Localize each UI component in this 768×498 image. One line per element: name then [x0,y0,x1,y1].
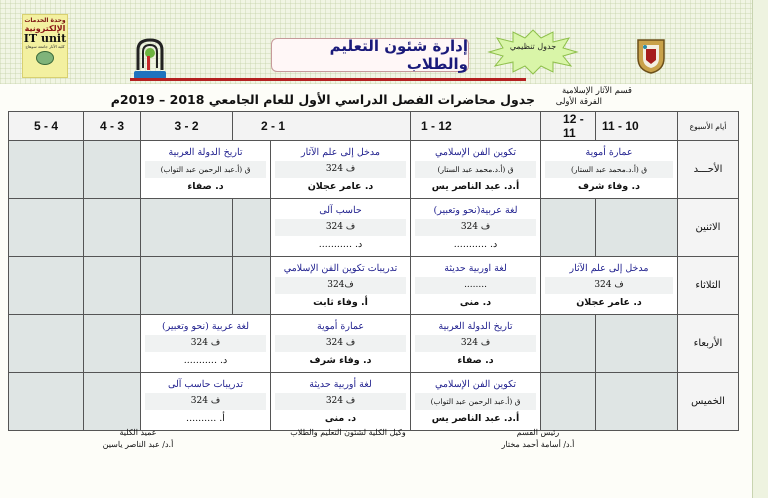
empty-cell [84,141,141,199]
department-info [556,86,632,108]
instructor-name: د. صفاء [457,355,494,366]
room-label: ف 324 [545,277,673,294]
empty-cell [84,199,141,257]
subject-name: مدخل إلى علم الآثار [569,263,649,274]
starburst-icon [487,28,579,76]
lecture-cell [411,257,541,315]
empty-cell [141,199,233,257]
instructor-name: د. ........... [318,239,363,250]
subject-name: تدريبات حاسب آلى [167,379,244,390]
instructor-name: د. عامر عجلان [576,297,642,308]
it-unit-logo [22,14,68,78]
lecture-cell [141,373,271,431]
subject-name: لغة عربية(نحو وتعبير) [433,205,518,216]
signature-department-head [478,427,598,451]
slot-header: 3 - 2 [141,112,233,141]
it-logo-line4: كلية الآثار جامعة سوهاج [25,44,65,49]
header-divider [130,78,526,81]
room-label: ق (أ.د.محمد عبد الستار) [545,161,673,178]
room-label: ق (أ.د.محمد عبد الستار) [415,161,536,178]
table-row-sunday [9,141,739,199]
subject-name: عمارة أموية [317,321,365,332]
subject-name: تكوين الفن الإسلامي [435,379,516,390]
signature-title: رئيس القسم [516,428,560,437]
lecture-schedule-table [8,111,739,431]
signature-name: أ.د/ أسامة أحمد مختار [501,440,575,449]
subject-name: تدريبات تكوين الفن الإسلامي [283,263,398,274]
signature-title: وكيل الكلية لشئون التعليم والطلاب [290,428,406,437]
instructor-name: د. منى [324,413,357,424]
page-margin [752,0,768,498]
instructor-name: د. صفاء [187,181,224,192]
subject-name: مدخل إلى علم الآثار [301,147,380,158]
day-label: الاثنين [678,199,739,257]
lecture-cell [411,199,541,257]
room-label: ف324 [275,277,406,294]
header-row [9,112,739,141]
signature-dean [78,427,198,451]
lecture-cell [271,141,411,199]
room-label: ف 324 [275,161,406,178]
day-label: الخميس [678,373,739,431]
empty-cell [596,315,678,373]
room-label: ف 324 [415,335,536,352]
table-row-tuesday [9,257,739,315]
lecture-cell [541,257,678,315]
slot-header: 4 - 3 [84,112,141,141]
slot-header: 11 - 10 [596,112,678,141]
subject-name: حاسب آلى [319,205,362,216]
department-name: قسم الآثار الإسلامية [561,86,632,96]
subject-name: لغة اوربية حديثة [444,263,507,274]
burst-label: جدول تنظيمي [509,42,557,51]
room-label: ق (أ.عبد الرحمن عبد التواب) [145,161,266,178]
room-label: ف 324 [275,335,406,352]
subject-name: لغة عربية (نحو وتعبير) [161,321,250,332]
instructor-name: د. وفاء شرف [309,355,372,366]
instructor-name: د. ........... [453,239,498,250]
empty-cell [84,315,141,373]
instructor-name: د. منى [459,297,492,308]
signatures [8,427,738,457]
empty-cell [596,199,678,257]
empty-cell [141,257,233,315]
room-label: ........ [415,277,536,294]
empty-cell [84,257,141,315]
empty-cell [541,373,596,431]
subject-name: تاريخ الدولة العربية [438,321,513,332]
slot-header: 12 - 11 [541,112,596,141]
day-label: الأحـــد [678,141,739,199]
lecture-cell [411,373,541,431]
days-header: أيام الأسبوع [678,112,739,141]
signature-name: أ.د/ عبد الناصر ياسين [102,440,174,449]
empty-cell [541,315,596,373]
table-row-monday [9,199,739,257]
it-logo-line3: IT unit [23,32,67,45]
day-label: الثلاثاء [678,257,739,315]
portrait-icon [36,51,54,65]
empty-cell [9,199,84,257]
faculty-logo-icon [130,38,170,80]
room-label: ف 324 [415,219,536,236]
signature-vice-dean [248,427,448,439]
table-row-thursday [9,373,739,431]
lecture-cell [271,199,411,257]
empty-cell [9,315,84,373]
table-row-wednesday [9,315,739,373]
subject-name: تاريخ الدولة العربية [168,147,243,158]
empty-cell [84,373,141,431]
instructor-name: أ.د. عبد الناصر يس [431,181,520,192]
lecture-cell [271,315,411,373]
lecture-cell [411,141,541,199]
lecture-cell [141,141,271,199]
lecture-cell [271,257,411,315]
subject-name: لغة أوربية حديثة [309,379,372,390]
signature-title: عميد الكلية [119,428,157,437]
empty-cell [233,199,271,257]
empty-cell [9,257,84,315]
subject-name: عمارة أموية [585,147,633,158]
schedule-title: جدول محاضرات الفصل الدراسي الأول للعام الجامعي 2018 – 2019م [110,92,535,107]
empty-cell [596,373,678,431]
lecture-cell [141,315,271,373]
instructor-name: د. ........... [183,355,228,366]
instructor-name: د. وفاء شرف [578,181,640,192]
instructor-name: أ.د. عبد الناصر يس [431,413,520,424]
room-label: ف 324 [275,393,406,410]
empty-cell [233,257,271,315]
instructor-name: أ. وفاء ثابت [313,297,368,308]
room-label: ف 324 [145,393,266,410]
room-label: ف 324 [275,219,406,236]
it-logo-line2: الإلكترونية [24,24,66,33]
it-logo-line1: وحدة الخدمات [24,17,66,24]
slot-header: 5 - 4 [9,112,84,141]
room-label: ق (أ.عبد الرحمن عبد التواب) [415,393,536,410]
room-label: ف 324 [145,335,266,352]
slot-header: 2 - 1 [233,112,411,141]
instructor-name: د. عامر عجلان [307,181,374,192]
lecture-cell [271,373,411,431]
banner-title: إدارة شئون التعليم والطلاب [271,38,469,72]
slot-header: 1 - 12 [411,112,541,141]
day-label: الأربعاء [678,315,739,373]
subject-name: تكوين الفن الإسلامي [435,147,516,158]
empty-cell [9,141,84,199]
year-level: الفرقة الأولى [555,97,602,107]
university-logo-icon [634,36,668,74]
empty-cell [541,199,596,257]
empty-cell [9,373,84,431]
lecture-cell [411,315,541,373]
instructor-name: أ. .......... [186,413,225,424]
lecture-cell [541,141,678,199]
